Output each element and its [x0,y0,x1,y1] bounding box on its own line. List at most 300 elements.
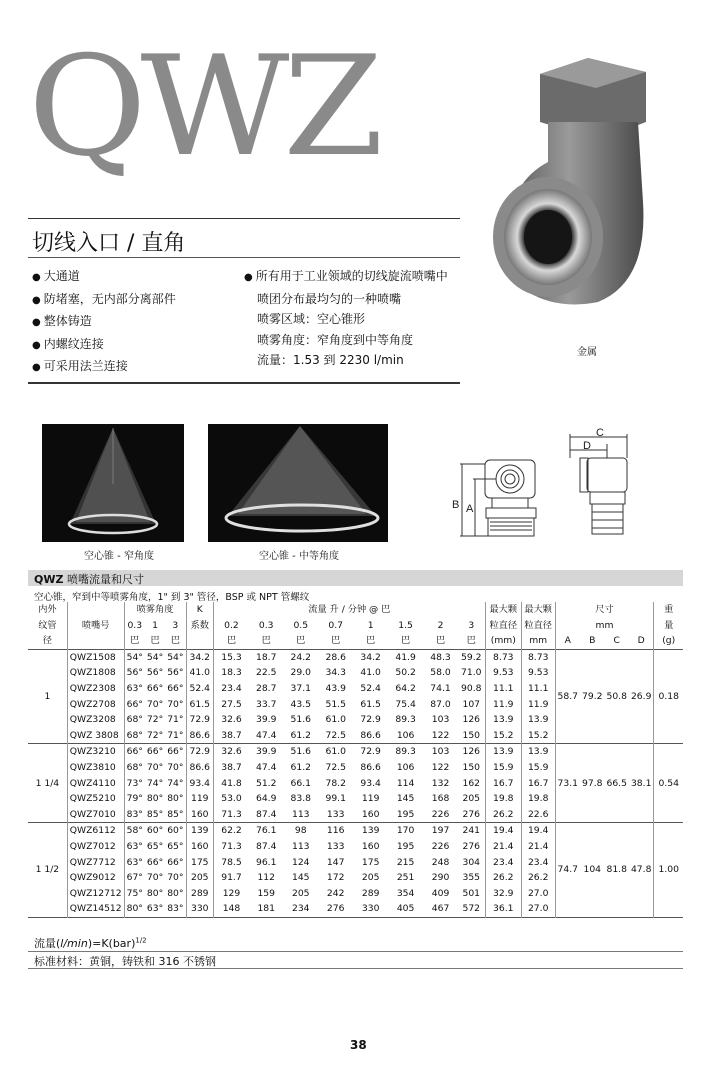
angle-cell: 71° [167,729,184,741]
nozzle-product-image [478,52,678,342]
model-cell: QWZ1508 [67,649,124,665]
flow-cell: 234 [291,903,310,915]
weight-cell: 1.00 [654,823,683,918]
angle-cell: 63° [146,903,164,915]
header-cell: 1.5 [398,619,413,631]
flow-cell: 18.3 [214,665,249,681]
flow-cell: 74.1 [430,682,451,694]
flow-cell: 87.4 [255,840,277,852]
flow-cell: 276 [462,808,481,820]
feature-item: 喷雾区域：空心锥形 [257,312,366,326]
max-particle-cell: 13.9 [485,744,521,760]
header-cell: 巴 [261,635,271,647]
max-particle-cell: 8.73 [521,649,555,665]
flow-cell: 241 [462,825,481,837]
dim-label-d: D [583,440,591,452]
max-particle-cell: 16.7 [485,776,521,792]
flow-cell: 71.0 [461,667,482,679]
dimension-cell: 73.1 [555,744,580,823]
angle-cell: 83° [124,807,145,823]
angle-cell: 65° [167,840,184,852]
dimension-cell: 66.5 [606,777,627,789]
flow-cell: 18.7 [255,651,277,663]
flow-cell: 501 [462,887,481,899]
flow-cell: 132 [431,777,450,789]
angle-cell: 63° [124,855,145,871]
k-factor-cell: 139 [186,823,214,839]
flow-cell: 61.2 [290,761,311,773]
flow-cell: 38.7 [214,760,249,776]
flow-cell: 106 [396,761,415,773]
flow-cell: 51.6 [290,746,311,758]
angle-cell: 66° [167,856,184,868]
flow-cell: 83.8 [290,793,311,805]
feature-item: ● 内螺纹连接 [32,336,104,351]
k-factor-cell: 72.9 [186,712,214,728]
max-particle-cell: 27.0 [521,886,555,902]
angle-cell: 65° [146,840,164,852]
header-cell: 最大颗 [485,602,521,618]
flow-cell: 160 [361,840,380,852]
angle-cell: 72° [146,714,164,726]
bullet-icon: ● [32,362,41,373]
max-particle-cell: 15.9 [521,760,555,776]
model-cell: QWZ7712 [67,855,124,871]
model-cell: QWZ3210 [67,744,124,760]
flow-cell: 226 [431,840,450,852]
section-subtitle: 切线入口 / 直角 [32,231,186,256]
max-particle-cell: 13.9 [521,744,555,760]
k-factor-cell: 289 [186,886,214,902]
model-cell: QWZ3208 [67,712,124,728]
flow-cell: 175 [361,856,380,868]
max-particle-cell: 15.2 [521,728,555,744]
angle-cell: 54° [124,649,145,665]
bullet-icon: ● [32,317,41,328]
flow-cell: 103 [431,714,450,726]
flow-cell: 39.9 [255,746,277,758]
flow-cell: 124 [291,856,310,868]
dimension-cell: 47.8 [630,864,652,876]
max-particle-cell: 9.53 [485,665,521,681]
angle-cell: 56° [146,667,164,679]
inlet-size-cell: 1 1/4 [35,777,60,789]
dimension-cell: 38.1 [630,777,652,789]
header-cell: 巴 [366,635,376,647]
dimension-cell: 74.7 [555,823,580,918]
dimension-cell: 26.9 [630,690,652,702]
photo-caption-narrow: 空心锥 - 窄角度 [84,551,154,562]
flow-cell: 75.4 [395,698,416,710]
header-cell: 巴 [124,633,145,649]
flow-cell: 162 [462,777,481,789]
model-cell: QWZ 3808 [67,728,124,744]
flow-cell: 51.6 [290,714,311,726]
header-cell: 2 [437,619,444,631]
flow-cell: 467 [431,903,450,915]
bullet-icon: ● [32,294,41,306]
max-particle-cell: 21.4 [485,839,521,855]
k-factor-cell: 61.5 [186,697,214,713]
max-particle-cell: 16.7 [521,776,555,792]
flow-cell: 66.1 [290,777,311,789]
angle-cell: 68° [124,728,145,744]
angle-cell: 54° [146,651,164,663]
spec-table [28,602,683,918]
max-particle-cell: 19.4 [485,823,521,839]
k-factor-cell: 330 [186,901,214,917]
flow-cell: 289 [361,887,380,899]
angle-cell: 80° [146,887,164,899]
divider [28,257,460,258]
feature-item: 喷雾角度：窄角度到中等角度 [257,332,414,347]
flow-cell: 86.6 [360,729,381,741]
flow-cell: 276 [462,840,481,852]
header-cell: C [613,635,620,647]
header-cell: 内外 [38,604,57,615]
bullet-icon: ● [32,339,41,351]
feature-item: ● 所有用于工业领域的切线旋流喷嘴中 [244,269,448,283]
flow-cell: 87.0 [430,698,451,710]
max-particle-cell: 15.9 [485,760,521,776]
flow-cell: 276 [326,903,345,915]
flow-cell: 330 [361,903,380,915]
flow-cell: 64.2 [395,682,416,694]
angle-cell: 71° [167,714,184,726]
features-right [244,266,448,371]
flow-cell: 99.1 [325,793,346,805]
header-cell [67,602,124,618]
max-particle-cell: 9.53 [521,665,555,681]
flow-cell: 93.4 [360,777,381,789]
header-cell: 巴 [214,633,249,649]
dimension-cell: 97.8 [582,777,603,789]
header-cell: 粒直径 [485,618,521,634]
max-particle-cell: 23.4 [521,855,555,871]
table-header-row [28,633,683,649]
angle-cell: 56° [167,667,184,679]
max-particle-cell: 13.9 [485,712,521,728]
header-cell: 流量 升 / 分钟 @ 巴 [214,602,486,618]
k-factor-cell: 86.6 [186,760,214,776]
flow-cell: 89.3 [395,746,416,758]
model-cell: QWZ6112 [67,823,124,839]
flow-cell: 150 [462,761,481,773]
flow-cell: 205 [462,793,481,805]
bullet-icon: ● [244,272,253,283]
flow-cell: 168 [431,793,450,805]
angle-cell: 63° [124,839,145,855]
flow-cell: 129 [214,886,249,902]
angle-cell: 73° [124,776,145,792]
max-particle-cell: 19.4 [521,823,555,839]
flow-cell: 41.9 [395,651,416,663]
angle-cell: 74° [167,777,184,789]
dimension-cell: 50.8 [606,690,627,702]
header-cell: 0.3 [124,618,145,634]
flow-cell: 205 [291,887,310,899]
angle-cell: 66° [167,746,184,758]
flow-cell: 59.2 [461,651,482,663]
model-cell: QWZ9012 [67,870,124,886]
flow-cell: 170 [396,825,415,837]
header-cell: D [637,635,645,647]
model-cell: QWZ4110 [67,776,124,792]
divider [28,382,460,384]
flow-cell: 33.7 [255,698,277,710]
max-particle-cell: 23.4 [485,855,521,871]
flow-cell: 37.1 [290,682,311,694]
header-cell: 0.5 [293,619,309,631]
feature-item: ● 大通道 [32,269,80,283]
flow-cell: 78.2 [325,777,346,789]
k-factor-cell: 119 [186,791,214,807]
flow-cell: 41.8 [214,776,249,792]
flow-cell: 34.3 [325,667,346,679]
angle-cell: 85° [146,808,164,820]
dimension-cell: 81.8 [606,864,627,876]
divider [28,218,460,219]
angle-cell: 74° [146,777,164,789]
flow-cell: 242 [326,887,345,899]
angle-cell: 70° [146,872,164,884]
flow-cell: 160 [361,808,380,820]
max-particle-cell: 11.9 [485,697,521,713]
flow-cell: 78.5 [214,855,249,871]
flow-cell: 148 [214,901,249,917]
flow-cell: 409 [431,887,450,899]
angle-cell: 70° [167,698,184,710]
table-title: QWZ 喷嘴流量和尺寸 [34,573,144,586]
flow-cell: 28.7 [255,682,277,694]
k-factor-cell: 205 [186,870,214,886]
max-particle-cell: 36.1 [485,901,521,917]
header-cell: 巴 [466,635,476,647]
header-cell: mm [521,633,555,649]
dimension-drawing [440,428,665,548]
dim-label-c: C [596,428,604,439]
flow-cell: 50.2 [395,667,416,679]
dimension-cell: 58.7 [555,649,580,744]
flow-cell: 23.4 [214,681,249,697]
flow-cell: 172 [326,872,345,884]
model-cell: QWZ5210 [67,791,124,807]
max-particle-cell: 15.2 [485,728,521,744]
model-cell: QWZ1808 [67,665,124,681]
header-cell: 0.2 [214,618,249,634]
header-cell: (g) [654,633,683,649]
angle-cell: 70° [167,761,184,773]
flow-cell: 72.9 [360,746,381,758]
angle-cell: 83° [167,903,184,915]
angle-cell: 85° [167,808,184,820]
flow-cell: 47.4 [255,761,277,773]
k-factor-cell: 160 [186,839,214,855]
flow-cell: 61.0 [325,714,346,726]
feature-item: ● 防堵塞，无内部分离部件 [32,291,176,306]
flow-cell: 38.7 [214,728,249,744]
flow-cell: 90.8 [461,682,482,694]
header-cell: mm [555,618,654,634]
model-cell: QWZ7012 [67,839,124,855]
flow-cell: 32.6 [214,712,249,728]
flow-cell: 22.5 [255,667,277,679]
model-cell: QWZ14512 [67,901,124,917]
flow-cell: 133 [326,808,345,820]
flow-cell: 103 [431,746,450,758]
header-cell: K [186,602,214,618]
photo-caption-medium: 空心锥 - 中等角度 [259,551,339,562]
product-caption: 金属 [577,347,597,358]
flow-cell: 355 [462,872,481,884]
flow-cell: 89.3 [395,714,416,726]
feature-item: ● 整体铸造 [32,314,92,328]
max-particle-cell: 26.2 [485,870,521,886]
max-particle-cell: 11.1 [485,681,521,697]
angle-cell: 63° [124,681,145,697]
angle-cell: 70° [167,872,184,884]
max-particle-cell: 19.8 [485,791,521,807]
angle-cell: 58° [124,823,145,839]
header-cell: 喷雾角度 [124,602,186,618]
table-subtitle: 空心锥，窄到中等喷雾角度，1" 到 3" 管径，BSP 或 NPT 管螺纹 [34,592,310,603]
flow-cell: 116 [326,825,345,837]
flow-formula: 流量(l/min)=K(bar)$^{1/2}$ [34,936,147,950]
model-cell: QWZ2308 [67,681,124,697]
table-header-row [28,602,683,618]
angle-cell: 80° [167,887,184,899]
header-cell: 巴 [401,635,411,647]
max-particle-cell: 21.4 [521,839,555,855]
inlet-size-cell: 1 [44,690,51,702]
flow-cell: 29.0 [290,667,311,679]
model-cell: QWZ3810 [67,760,124,776]
table-header-row [28,618,683,634]
header-cell: 0.3 [258,619,274,631]
flow-cell: 61.0 [325,746,346,758]
flow-cell: 34.2 [360,651,381,663]
dim-label-a: A [466,503,474,515]
bullet-icon: ● [32,272,41,283]
max-particle-cell: 19.8 [521,791,555,807]
angle-cell: 80° [124,901,145,917]
flow-cell: 58.0 [430,667,451,679]
header-cell: 量 [654,618,683,634]
weight-cell: 0.54 [654,744,683,823]
flow-cell: 114 [396,777,415,789]
spray-photo-narrow [42,424,184,542]
flow-cell: 15.3 [214,649,249,665]
flow-cell: 71.3 [214,839,249,855]
angle-cell: 70° [146,698,164,710]
divider [28,951,683,952]
flow-cell: 72.5 [325,761,346,773]
flow-cell: 159 [257,887,275,899]
angle-cell: 60° [167,825,184,837]
angle-cell: 66° [146,682,164,694]
flow-cell: 195 [396,840,415,852]
flow-cell: 226 [431,808,450,820]
flow-cell: 98 [294,825,307,837]
flow-cell: 119 [361,793,380,805]
k-factor-cell: 41.0 [186,665,214,681]
max-particle-cell: 26.2 [521,870,555,886]
model-cell: QWZ7010 [67,807,124,823]
model-cell: QWZ12712 [67,886,124,902]
flow-cell: 215 [396,856,415,868]
table-title-bar [28,570,683,586]
header-cell: 径 [42,635,52,647]
flow-cell: 61.2 [290,729,311,741]
angle-cell: 70° [146,761,164,773]
flow-cell: 43.5 [290,698,311,710]
header-cell: 巴 [150,635,160,647]
dim-label-b: B [452,499,460,511]
flow-cell: 181 [257,903,275,915]
max-particle-cell: 22.6 [521,807,555,823]
flow-cell: 354 [396,887,415,899]
k-factor-cell: 86.6 [186,728,214,744]
header-cell [67,633,124,649]
feature-item: 喷团分布最均匀的一种喷嘴 [257,291,402,306]
flow-cell: 72.5 [325,729,346,741]
flow-cell: 145 [396,793,415,805]
flow-cell: 76.1 [255,825,277,837]
angle-cell: 56° [124,665,145,681]
flow-cell: 87.4 [255,808,277,820]
flow-cell: 72.9 [360,714,381,726]
max-particle-cell: 26.2 [485,807,521,823]
feature-item: ● 可采用法兰连接 [32,359,128,373]
table-row [28,649,683,665]
angle-cell: 79° [124,791,145,807]
max-particle-cell: 13.9 [521,712,555,728]
dimension-cell: 104 [583,864,602,876]
flow-cell: 304 [462,856,481,868]
flow-cell: 41.0 [360,667,381,679]
divider [28,968,683,969]
header-cell: 纹管 [38,619,57,631]
flow-cell: 113 [291,840,310,852]
flow-cell: 106 [396,729,415,741]
flow-cell: 248 [431,856,450,868]
flow-cell: 47.4 [255,729,277,741]
max-particle-cell: 27.0 [521,901,555,917]
table-row [28,744,683,760]
angle-cell: 68° [124,712,145,728]
flow-cell: 64.9 [255,793,277,805]
k-factor-cell: 93.4 [186,776,214,792]
header-cell: 系数 [186,618,214,634]
flow-cell: 126 [462,714,481,726]
header-cell: 1 [152,619,158,631]
flow-cell: 27.5 [214,697,249,713]
angle-cell: 80° [146,793,164,805]
angle-cell: 80° [167,793,184,805]
angle-cell: 66° [146,746,164,758]
k-factor-cell: 175 [186,855,214,871]
feature-item: 流量：1.53 到 2230 l/min [257,353,404,367]
header-cell: 喷嘴号 [67,618,124,634]
header-cell: 尺寸 [555,602,654,618]
header-cell: B [589,635,596,647]
header-cell: 0.7 [328,619,344,631]
flow-cell: 195 [396,808,415,820]
model-cell: QWZ2708 [67,697,124,713]
flow-cell: 150 [462,729,481,741]
k-factor-cell: 160 [186,807,214,823]
header-cell: 最大颗 [521,602,555,618]
